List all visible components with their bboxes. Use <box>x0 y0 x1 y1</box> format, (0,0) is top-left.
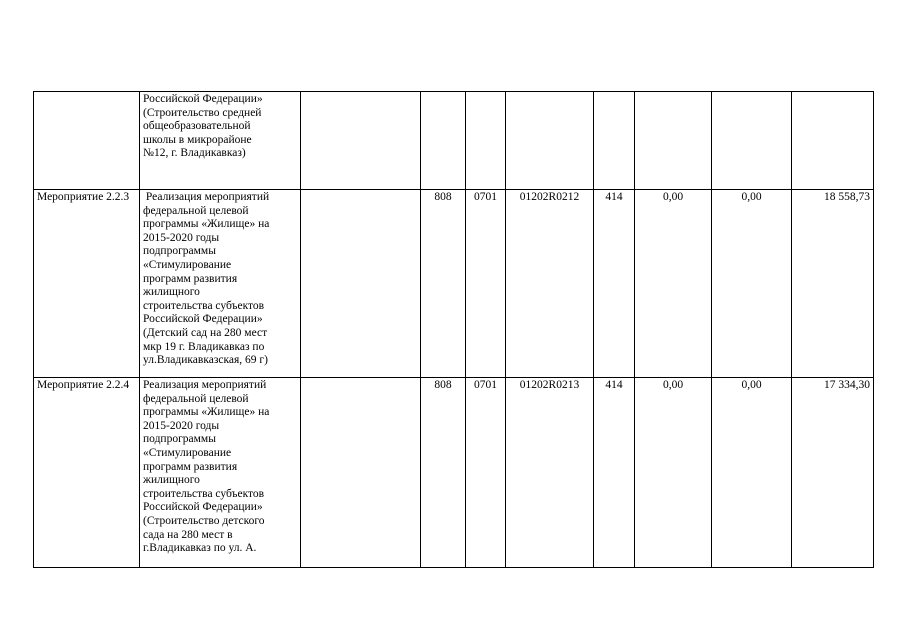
executor-cell <box>301 378 421 568</box>
description-cell <box>140 378 301 568</box>
description-line: «Стимулирование <box>143 258 232 271</box>
rz-pr-cell: 0701 <box>466 190 506 378</box>
description-line: сада на 280 мест в <box>143 528 233 541</box>
description-line: Реализация мероприятий <box>143 191 270 203</box>
rz-pr-cell <box>466 92 506 190</box>
description-line: программы «Жилище» на <box>143 218 270 231</box>
description-line: программ развития <box>143 460 238 473</box>
grbs-cell: 808 <box>421 378 466 568</box>
description-line: Российской Федерации» <box>143 93 263 105</box>
event-cell <box>34 378 140 568</box>
grbs-cell: 808 <box>421 190 466 378</box>
description-line: общеобразовательной <box>143 120 251 133</box>
description-line: 2015-2020 годы <box>143 231 220 244</box>
description-line: г.Владикавказ по ул. А. <box>143 542 257 555</box>
description-line: подпрограммы <box>143 433 216 446</box>
budget-table <box>33 91 874 568</box>
description-line: программ развития <box>143 272 238 285</box>
description-line: №12, г. Владикавказ) <box>143 147 246 160</box>
description-line: жилищного <box>143 286 200 299</box>
description-line: (Строительство средней <box>143 106 262 119</box>
vr-cell: 414 <box>594 378 635 568</box>
description-line: Российской Федерации» <box>143 501 263 514</box>
table-row <box>34 92 874 190</box>
description-line: мкр 19 г. Владикавказ по <box>143 340 265 353</box>
description-line: строительства субъектов <box>143 487 265 500</box>
description-line: федеральной целевой <box>143 204 249 217</box>
csr-cell: 01202R0212 <box>506 190 594 378</box>
event-label: Мероприятие 2.2.4 <box>37 379 130 391</box>
amount-2018-cell <box>635 92 712 190</box>
amount-2020-cell: 17 334,30 <box>792 378 874 568</box>
amount-2018-cell: 0,00 <box>635 378 712 568</box>
description-line: программы «Жилище» на <box>143 406 270 419</box>
table-row <box>34 378 874 568</box>
table-row <box>34 190 874 378</box>
event-cell <box>34 190 140 378</box>
executor-cell <box>301 190 421 378</box>
rz-pr-cell: 0701 <box>466 378 506 568</box>
description-cell <box>140 92 301 190</box>
csr-cell: 01202R0213 <box>506 378 594 568</box>
description-line: «Стимулирование <box>143 446 232 459</box>
grbs-cell <box>421 92 466 190</box>
vr-cell: 414 <box>594 190 635 378</box>
description-line: школы в микрорайоне <box>143 133 252 146</box>
description-cell <box>140 190 301 378</box>
description-line: 2015-2020 годы <box>143 419 220 432</box>
amount-2020-cell <box>792 92 874 190</box>
vr-cell <box>594 92 635 190</box>
amount-2020-cell: 18 558,73 <box>792 190 874 378</box>
description-line: жилищного <box>143 474 200 487</box>
event-cell <box>34 92 140 190</box>
description-line: Российской Федерации» <box>143 313 263 326</box>
description-line: (Детский сад на 280 мест <box>143 326 268 339</box>
event-label: Мероприятие 2.2.3 <box>37 191 130 203</box>
description-line: федеральной целевой <box>143 392 249 405</box>
amount-2019-cell <box>712 92 792 190</box>
description-line: ул.Владикавказская, 69 г) <box>143 354 268 367</box>
description-line: строительства субъектов <box>143 299 265 312</box>
csr-cell <box>506 92 594 190</box>
amount-2019-cell: 0,00 <box>712 378 792 568</box>
description-line: подпрограммы <box>143 245 216 258</box>
amount-2019-cell: 0,00 <box>712 190 792 378</box>
amount-2018-cell: 0,00 <box>635 190 712 378</box>
executor-cell <box>301 92 421 190</box>
description-line: (Строительство детского <box>143 514 265 527</box>
description-line: Реализация мероприятий <box>143 379 267 391</box>
